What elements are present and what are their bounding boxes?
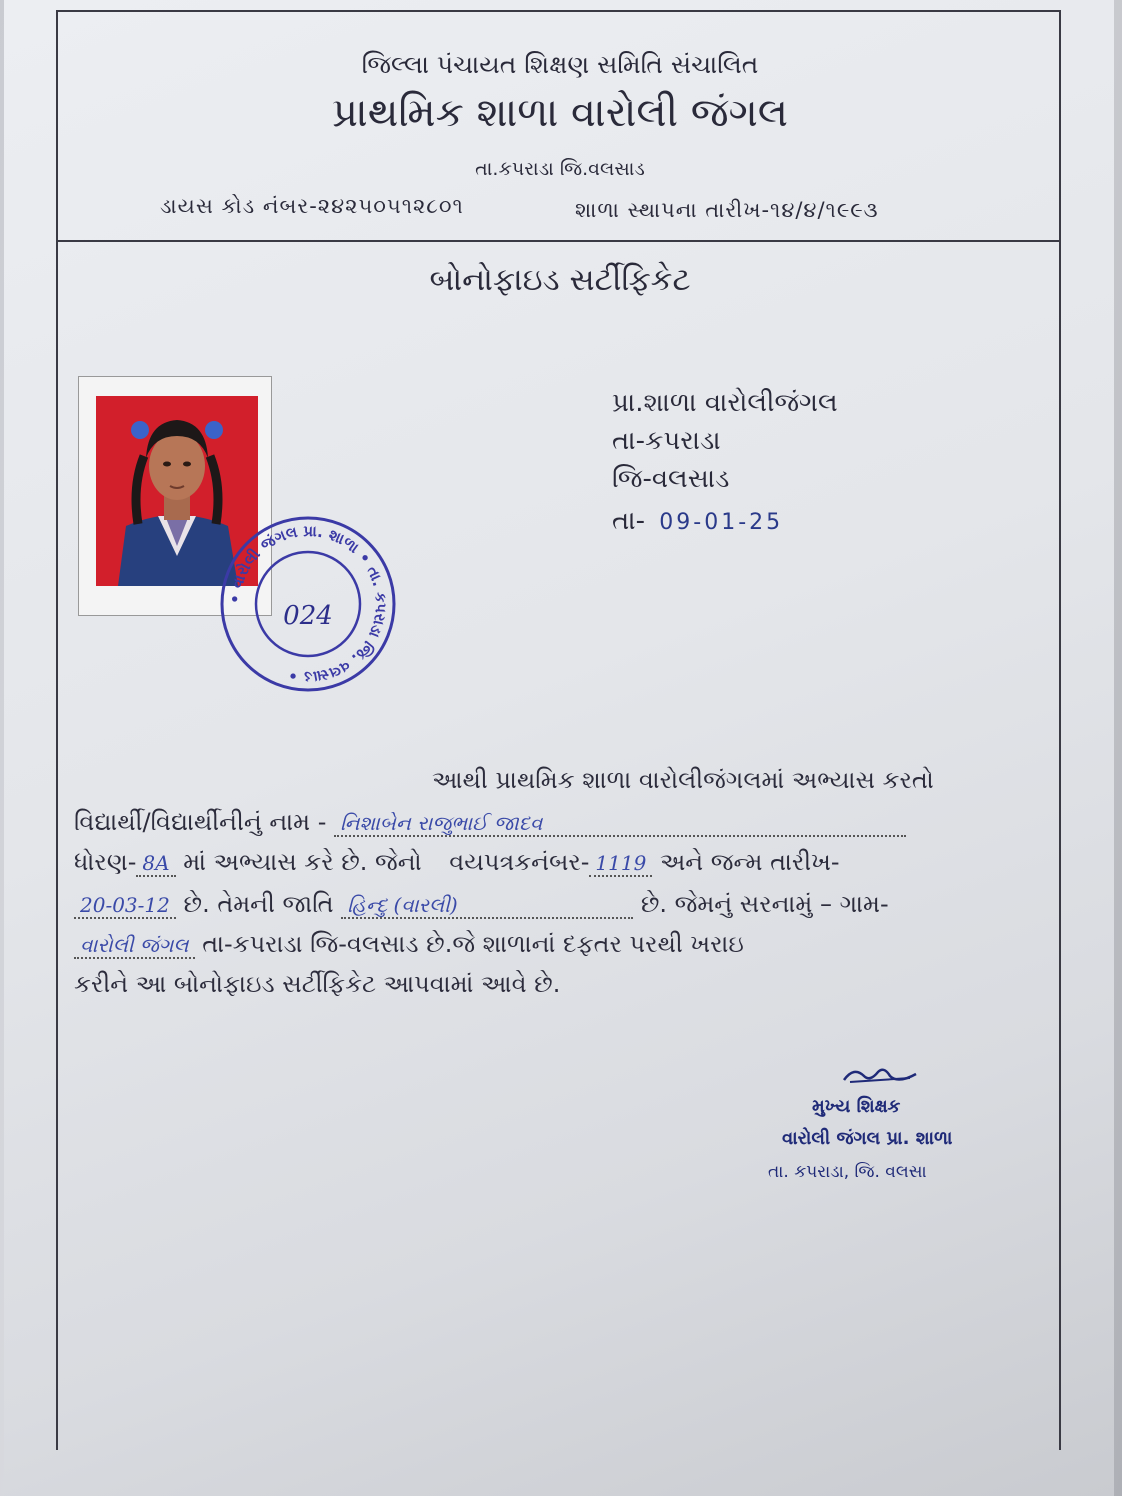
stamp-number: 024	[283, 601, 333, 631]
address-district: જિ-વલસાડ	[612, 464, 730, 494]
address-taluka: તા-કપરાડા	[612, 426, 721, 456]
gr-value: 1119	[589, 851, 652, 877]
body-line6: કરીને આ બોનોફાઇડ સર્ટીફિકેટ આપવામાં આવે છે.	[74, 970, 561, 998]
dob-value: 20-03-12	[74, 893, 176, 919]
school-name: પ્રાથમિક શાળા વારોલી જંગલ	[331, 90, 789, 136]
standard-suffix: માં અભ્યાસ કરે છે. જેનો	[183, 848, 422, 876]
date-label: તા-	[612, 506, 645, 536]
student-name-value: નિશાબેન રાજુભાઈ જાદવ	[334, 811, 906, 837]
stamp-ring-text: • વારોલી જંગલ પ્રા. શાળા • તા. કપરાડા જિ. વલસાડ •	[225, 521, 391, 687]
dob-label: અને જન્મ તારીખ-	[659, 848, 840, 876]
school-location: તા.કપરાડા જિ.વલસાડ	[475, 158, 645, 180]
signatory-place: તા. કપરાડા, જિ. વલસા	[768, 1162, 927, 1182]
body-line5-rest: તા-કપરાડા જિ-વલસાડ છે.જે શાળાનાં દફતર પરથી ખરાઇ	[202, 930, 744, 958]
certificate-title: બોનોફાઇડ સર્ટીફિકેટ	[429, 262, 691, 298]
date-line	[612, 506, 783, 537]
body-line4	[74, 890, 889, 919]
address-school: પ્રા.શાળા વારોલીજંગલ	[612, 388, 838, 418]
established-date: શાળા સ્થાપના તારીખ-૧૪/૪/૧૯૯૩	[575, 198, 879, 222]
dise-code: ડાયસ કોડ નંબર-૨૪૨૫૦૫૧૨૮૦૧	[160, 194, 464, 218]
gr-label: વયપત્રકનંબર-	[449, 848, 590, 876]
body-line1: આથી પ્રાથમિક શાળા વારોલીજંગલમાં અભ્યાસ કરતો	[432, 766, 934, 794]
standard-label: ધોરણ-	[74, 848, 137, 876]
signatory-title: મુખ્ય શિક્ષક	[812, 1096, 901, 1117]
address-label: છે. જેમનું સરનામું – ગામ-	[640, 890, 889, 918]
date-value: 09-01-25	[659, 510, 784, 535]
school-stamp	[216, 512, 400, 696]
signature-scribble	[840, 1062, 920, 1088]
body-line5	[74, 930, 744, 958]
header-line1: જિલ્લા પંચાયત શિક્ષણ સમિતિ સંચાલિત	[361, 50, 759, 79]
caste-value: હિન્દુ (વારલી)	[341, 893, 633, 919]
caste-label: છે. તેમની જાતિ	[183, 890, 334, 918]
page-border	[56, 10, 1061, 1450]
signatory-school: વારોલી જંગલ પ્રા. શાળા	[782, 1128, 953, 1149]
village-value: વારોલી જંગલ	[74, 933, 195, 959]
student-name-label: વિદ્યાર્થી/વિદ્યાર્થીનીનું નામ -	[74, 808, 327, 836]
header-divider	[56, 240, 1061, 242]
body-line2	[74, 808, 906, 837]
body-line3	[74, 848, 840, 876]
standard-value: 8A	[136, 851, 175, 877]
